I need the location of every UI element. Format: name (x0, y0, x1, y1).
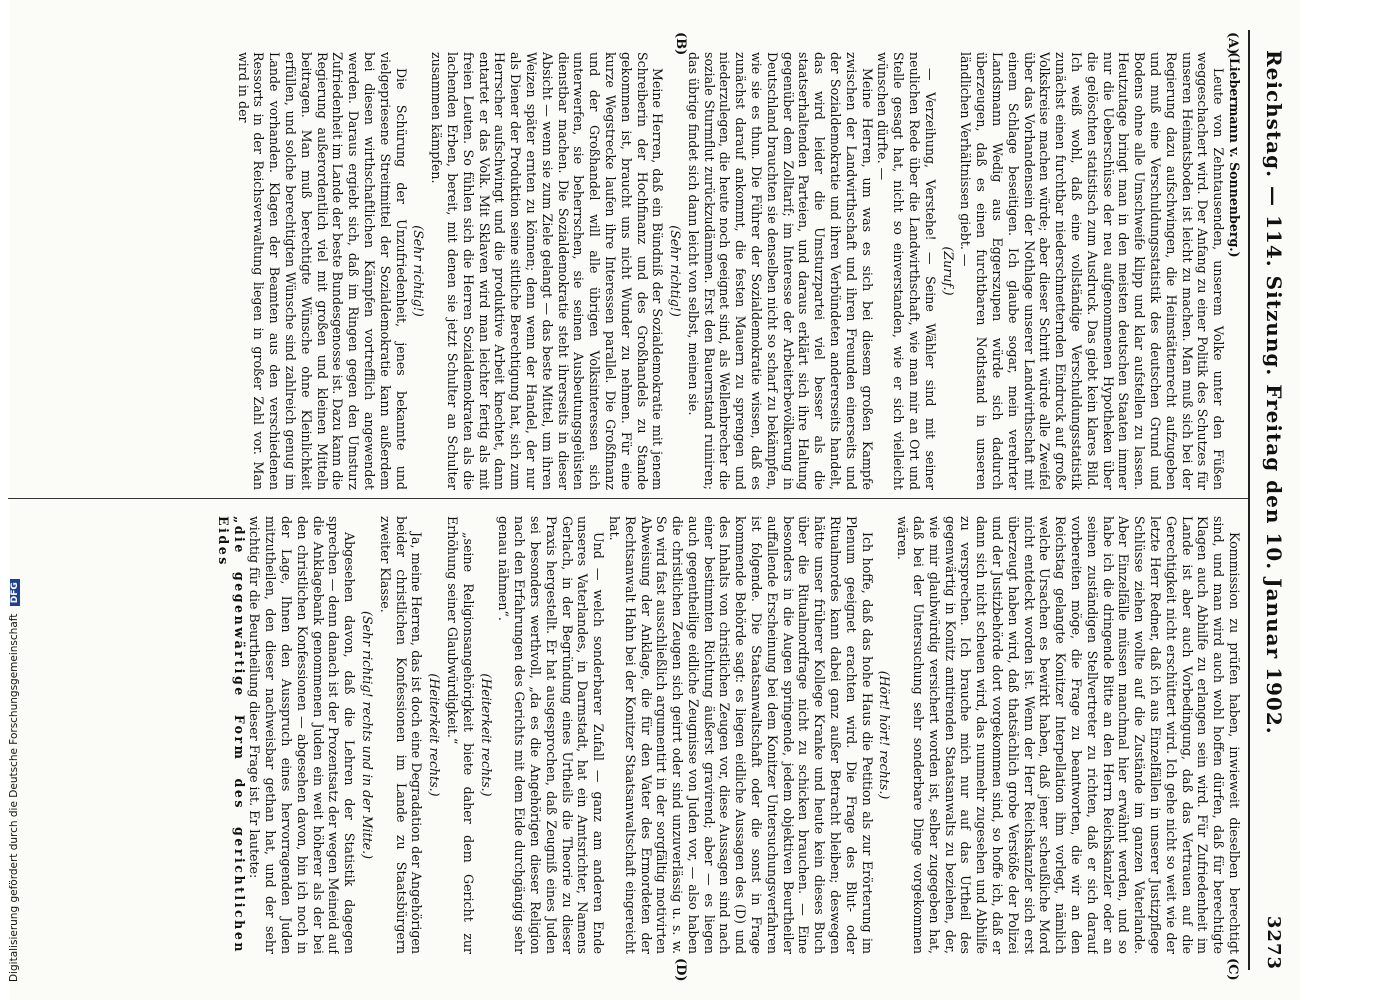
interjection: (Sehr richtig! rechts und in der Mitte.) (359, 610, 375, 860)
margin-letter-c: (C) (1225, 958, 1240, 981)
page-number: 3273 (1263, 915, 1285, 970)
right-column (17, 516, 1242, 954)
column-divider (8, 498, 1248, 499)
interjection: (Sehr richtig!) (411, 225, 427, 317)
dfg-logo: DFG (10, 579, 20, 606)
paragraph: Und — welch sonderbarer Zufall — ganz am anderen Ende unseres Vaterlandes, in Darmstadt, hat ein Amtsrichter, Namens Gerlach, in der Begründung eines Urtheils die Theorie zu dieser Praxis hergestellt. Er hat ausgesprochen, daß Zeugniß eines Juden sei besonders werthvoll, „da es die Angehörigen dieser Religion nach den Erfahrungen des Gerichts mit dem Eide durchgängig sehr genau nähmen“. (496, 516, 607, 954)
interjection: (Sehr richtig!) (668, 225, 684, 317)
document-page (10, 0, 1300, 1000)
paragraph: Die Schürung der Unzufriedenheit, jenes bekannte und vielgepriesene Streitmittel der Sozialdemokratie kann außerdem bei diesen wirthschaftlichen Kämpfen vortrefflich angewendet werden. Daraus ergiebt sich, daß im Ringen gegen den Umsturz Zufriedenheit im Lande der beste Bundesgenosse ist. Dazu kann die Regierung außerordentlich viel mit großen und kleinen Mitteln beitragen. Man muß berechtigte Wünsche ohne Kleinlichkeit erfüllen, und solche berechtigten Wünsche sind zahlreich genug im Lande vorhanden. Klagen der Beamten aus den verschiedenen Ressorts in der Reichsverwaltung liegen in großer Zahl vor. Man wird in der (235, 52, 409, 490)
margin-letter-a: (A) (1225, 32, 1240, 55)
digitization-credit (8, 579, 20, 982)
paragraph: Abgesehen davon, daß die Lehren der Statistik dagegen sprechen — denn danach ist der Prozentsatz der wegen Meineid auf die Anklagebank genommenen Juden ein weit höherer als der bei den christlichen Konfessionen — abgesehen davon, bin ich noch in der Lage, Ihnen den Ausspruch eines hervorragenden Juden mitzutheilen, den dieser nachweisbar gethan hat, und der sehr wichtig für die Beurtheilung dieser Frage ist. Er lautete: (247, 516, 358, 954)
interjection: (Heiterkeit rechts.) (478, 673, 494, 797)
paragraph: Meine Herren, daß ein Bündniß der Sozialdemokratie mit jenem Schreiberin der Hochfinanz und des Großhandels zu Stande gekommen ist, braucht uns nicht Wunder zu nehmen. Für eine kurze Wegstrecke laufen ihre Interessen parallel. Die Großfinanz und der Großhandel will alle übrigen Volksinteressen sich unterwerfen, sie beherrschen, sie seinen Ausbeutungsgelüsten dienstbar machen. Die Sozialdemokratie steht ihrerseits in dieser Absicht — wenn sie zum Ziele gelangt — das beste Mittel, um ihren Weizen später ernten zu können; denn wenn der Handel, der nur als Diener der Produktion seine sittliche Berechtigung hat, sich zum Herrscher aufschwingt und die produktive Arbeit knechtet, dann entartet er das Volk. Mit Sklaven wird man leichter fertig als mit freien Leuten. So fühlen sich die Herren Sozialdemokraten als die lachenden Erben, bereit, mit denen sie jetzt Schulter an Schulter zusammen kämpfen. (429, 52, 666, 490)
interjection: (Hört! hört! rechts.) (877, 670, 893, 800)
header-title: Reichstag. — 114. Sitzung. Freitag den 10. Januar 1902. (1262, 50, 1286, 735)
paragraph: Ja, meine Herren, das ist doch eine Degradation der Angehörigen beider christlichen Konfessionen im Lande zu Staatsbürgern zweiter Klasse. (377, 516, 425, 954)
header-rule (1248, 30, 1250, 970)
margin-letter-b: (B) (673, 32, 688, 56)
paragraph: — Verzeihung, Verstehe! — Seine Wähler sind mit seiner neulichen Rede über die Landwirthschaft, wie man mir an Ort und Stelle gesagt hat, nicht so einverstanden, wie er sich vielleicht wünschen dürfte. — (875, 52, 938, 490)
paragraph: Ich hoffe, daß das hohe Haus die Petition als zur Erörterung im Plenum geeignet erachten wird. Die Frage des Blut- oder Ritualmordes kann dabei ganz außer Betracht bleiben; deswegen hätte unser früherer Kollege Kranke und heute kein dieses Buch über die Ritualmordfrage nicht zu schicken brauchen. — Eine besonders in die Augen springende, jedem objektiven Beurtheiler auffallende Erscheinung bei dem Konitzer Untersuchungsverfahren ist folgende. Die Staatsanwaltschaft oder die sonst in Frage kommende Behörde sagt: es liegen eidliche Aussagen des (D) und des Inhalts von christlichen Zeugen vor, diese Aussagen sind nach einer bestimmten Richtung äußerst gravirend; aber — es liegen auch gegentheilige eidliche Zeugnisse von Juden vor, — also haben die christlichen Zeugen sich geirrt oder sind unzuverlässig u. s. w. So wird fast ausschließlich argumentirt in der sorgfältig motivirten Abweisung der Anklage, die für den Vater des Ermordeten der Rechtsanwalt Hahn bei der Konitzer Staatsanwaltschaft eingereicht hat. (606, 516, 875, 954)
left-column (17, 52, 1242, 490)
credit-text: Digitalisierung gefördert durch die Deutsche Forschungsgemeinschaft (8, 613, 20, 982)
closing-quote: „die gegenwärtige Form des gerichtlichen Eides (215, 516, 247, 954)
paragraph: Meine Herren, um was es sich bei diesem großen Kampfe zwischen der Landwirthschaft und ihren Freunden einerseits und der Sozialdemokratie und ihren Verbündeten andererseits handelt, das wird leider die Umsturzpartei viel besser als die staatserhaltenden Parteien, und daraus erklärt sich ihre Haltung gegenüber dem Zolltarif; im Interesse der Arbeiterbevölkerung in Deutschland brauchten sie denselben nicht so scharf zu bekämpfen, wie sie es thun. Die Führer der Sozialdemokratie wissen, daß es zunächst darauf ankommt, die festen Mauern zu sprengen und niederzulegen, die heute noch geeignet sind, als Wellenbrecher die soziale Sturmflut zurückzudämmen. Erst den Bauernstand ruiniren; das übrige findet sich dann leicht von selbst, meinen sie. (685, 52, 875, 490)
page-header (1254, 50, 1294, 970)
paragraph: Leute von Zehntausenden, unserem Volke unter den Füßen weggeschachert wird. Der Anfang zu einer Politik des Schutzes für unseren Heimatsboden ist leicht zu machen. Man muß sich bei der Regierung dazu aufschwingen, die Heimstättenrecht aufzugeben und muß eine Verschuldungsstatistik des deutschen Grund und Bodens ohne alle Umschweife klipp und klar aufstellen zu lassen. Heutzutage bringt man in den meisten deutschen Staaten immer nur die Ueberschüsse der neu aufgenommenen Hypotheken über die gelöschten statistisch zum Ausdruck. Das giebt kein klares Bild. Ich weiß wohl, daß eine vollständige Verschuldungsstatistik zunächst einen furchtbar niederschmetternden Eindruck auf große Volkskreise machen würde; aber dieser Schritt würde alle Zweifel über das Vorhandensein der Nothlage unserer Landwirthschaft mit einem Schlage beseitigen. Ich glaube sogar, mein verehrter Landsmann Wedig aus Eggerszupen würde sich dadurch überzeugen, daß es einen furchtbaren Nothstand in unseren ländlichen Verhältnissen giebt. — (958, 52, 1227, 490)
interjection: (Heiterkeit rechts.) (427, 673, 443, 797)
speaker-name: (Liebermann v. Sonnenberg.) (1227, 52, 1242, 258)
paragraph: Kommission zu prüfen haben, inwieweit dieselben berechtigt sind, und man wird auch wohl hoffen dürfen, daß für berechtigte Klagen auch Abhilfe zu erlangen sein wird. Für Zufriedenheit im Lande ist aber auch Vorbedingung, daß das Vertrauen auf die Gerechtigkeit nicht erschüttert wird. Ich gehe nicht so weit wie der letzte Herr Redner, daß ich aus Einzelfällen in unserer Justizpflege Schlüsse ziehen wollte auf die Zustände im ganzen Vaterlande. Aber Einzelfälle müssen manchmal hier erwähnt werden, und so habe ich die dringende Bitte an den Herrn Reichskanzler oder an seinen zuständigen Stellvertreter zu richten, daß er sich darauf vorbereiten möge, die Frage zu beantworten, die wir an den Reichstag gelangte Konitzer Interpellation ihm vorlegt, nämlich welche Ursachen es bewirkt haben, daß jener scheußliche Mord nicht entdeckt worden ist. Wenn der Herr Reichskanzler sich erst überzeugt haben wird, daß thatsächlich grobe Verstöße der Polizei und der Justizbehörde dort vorgekommen sind, so hoffe ich, daß er dann sich nicht scheuen wird, das nunmehr zugesehen und Abhilfe zu versprechen. Ich brauche mich nur auf das Urtheil des gegenwärtig in Konitz amtirenden Staatsanwalts zu beziehen, der, wie mir glaubwürdig versichert worden ist, selber zugegeben hat, daß bei der Untersuchung sehr sonderbare Dinge vorgekommen wären. (895, 516, 1242, 954)
margin-letter-d: (D) (673, 958, 688, 982)
interjection: (Zuruf.) (940, 246, 956, 296)
quote: „seine Religionsangehörigkeit biete daher dem Gericht zur Erhöhung seiner Glaubwürdigkeit.“ (444, 516, 476, 954)
